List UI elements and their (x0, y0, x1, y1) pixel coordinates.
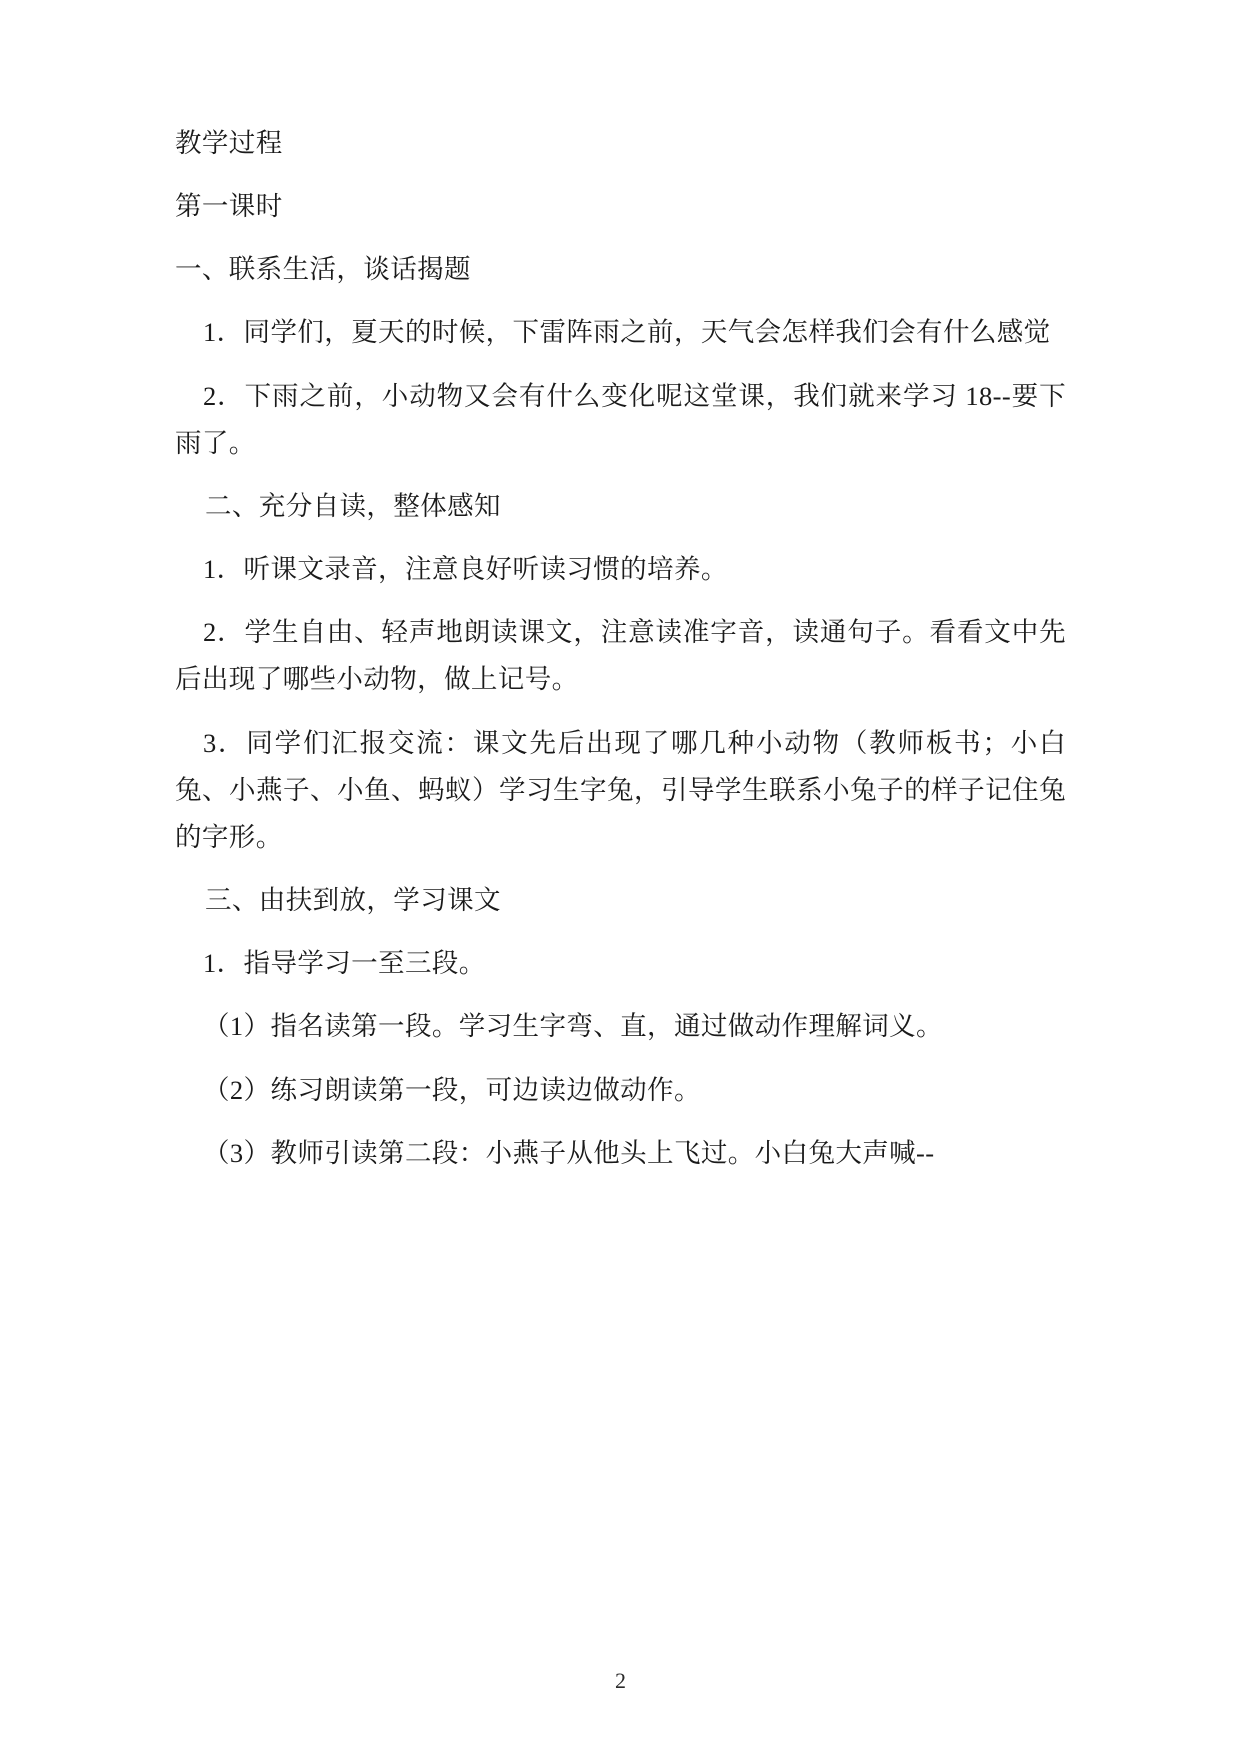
document-body (175, 120, 1066, 1177)
paragraph-item-3-1-b: （2）练习朗读第一段，可边读边做动作。 (203, 1074, 701, 1105)
paragraph-section-one: 一、联系生活，谈话揭题 (175, 254, 471, 285)
paragraph-heading-teaching-process: 教学过程 (175, 128, 283, 158)
paragraph-item-1-2: 2．下雨之前，小动物又会有什么变化呢这堂课，我们就来学习 18--要下雨了。 (175, 380, 1066, 458)
paragraph-heading-first-lesson: 第一课时 (175, 191, 283, 222)
paragraph-item-3-1-c: （3）教师引读第二段：小燕子从他头上飞过。小白兔大声喊-- (203, 1137, 935, 1168)
paragraph-item-2-1: 1．听课文录音，注意良好听读习惯的培养。 (203, 554, 728, 585)
paragraph-item-2-3: 3．同学们汇报交流：课文先后出现了哪几种小动物（教师板书；小白兔、小燕子、小鱼、蚂蚁）学习生字兔，引导学生联系小兔子的样子记住兔的字形。 (175, 727, 1066, 852)
paragraph-item-2-2: 2．学生自由、轻声地朗读课文，注意读准字音，读通句子。看看文中先后出现了哪些小动物，做上记号。 (175, 617, 1066, 695)
paragraph-item-3-1: 1．指导学习一至三段。 (203, 948, 486, 979)
paragraph-item-3-1-a: （1）指名读第一段。学习生字弯、直，通过做动作理解词义。 (203, 1011, 943, 1042)
paragraph-section-two: 二、充分自读，整体感知 (205, 490, 501, 521)
page-number: 2 (615, 1668, 626, 1693)
paragraph-item-1-1: 1．同学们，夏天的时候，下雷阵雨之前，天气会怎样我们会有什么感觉 (203, 317, 1051, 348)
paragraph-section-three: 三、由扶到放，学习课文 (205, 885, 501, 916)
